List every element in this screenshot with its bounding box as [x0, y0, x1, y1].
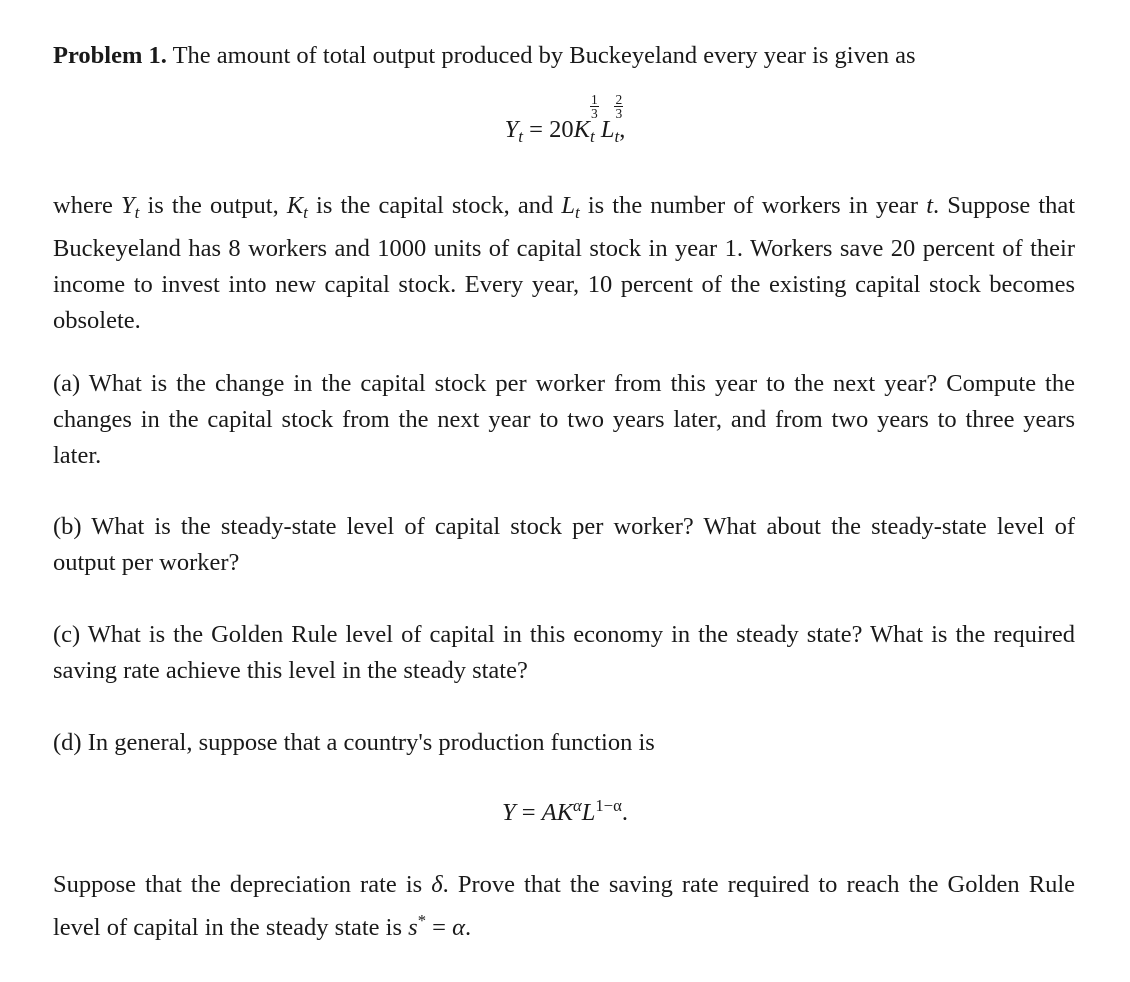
eq2-l: L [581, 799, 596, 827]
eq1-y-sub: t [518, 127, 524, 147]
eq2-k-exp: α [573, 796, 582, 815]
where-rest-text: . Suppose that Buckeyeland has 8 workers and 1000 units of capital stock in year 1. Workers save 20 percent of their income to invest into new capital stock. Every year, 10 percent of the existing capital stock becomes obsolete. [53, 192, 1076, 335]
where-y: Y [120, 192, 135, 219]
eq2-equals: = [521, 799, 536, 827]
part-d-s-star: * [417, 911, 427, 930]
part-d-s: s [408, 914, 418, 942]
part-d-alpha: α [452, 914, 465, 942]
eq1-equals: = [529, 116, 543, 143]
eq1-l-sub: t [614, 127, 620, 147]
problem-intro-text: The amount of total output produced by Buckeyeland every year is given as [172, 42, 916, 69]
problem-label: Problem 1. [53, 42, 167, 69]
part-d-equals: = [432, 914, 446, 942]
part-d-text-1: Suppose that the depreciation rate is [53, 871, 423, 898]
where-t: t [926, 192, 933, 219]
where-l: L [561, 192, 575, 219]
where-workers-text: is the number of workers in year [587, 192, 919, 219]
eq1-comma: , [619, 116, 626, 143]
where-l-sub: t [574, 203, 580, 223]
part-d-delta: δ [431, 871, 443, 898]
where-y-sub: t [134, 203, 140, 223]
eq2-l-exp: 1−α [595, 796, 622, 815]
part-d-intro: (d) In general, suppose that a country's production function is [53, 729, 655, 756]
eq1-k-scripts [589, 91, 598, 147]
eq1-k-exp-num: 1 [590, 91, 598, 107]
where-k: K [286, 192, 304, 219]
part-d-statement [53, 867, 1075, 946]
eq1-coef: 20 [549, 116, 574, 143]
part-a: (a) What is the change in the capital stock per worker from this year to the next year? Compute the changes in the capital stock from the next year to two years later, and from two years to three years later. [53, 370, 1075, 469]
eq1-l-scripts [614, 91, 623, 147]
eq1-l-exp-den: 3 [615, 106, 623, 122]
part-b: (b) What is the steady-state level of capital stock per worker? What about the steady-state level of output per worker? [53, 513, 1075, 576]
eq1-k-sub: t [589, 127, 595, 147]
where-output-text: is the output, [147, 192, 279, 219]
part-d-period: . [464, 914, 472, 942]
where-k-sub: t [303, 203, 308, 223]
eq2-y: Y [502, 799, 516, 827]
eq1-l: L [600, 116, 615, 143]
definitions-paragraph [53, 188, 1075, 339]
production-equation [0, 91, 1130, 147]
eq2-a: A [541, 799, 557, 827]
eq2-k: K [556, 799, 574, 827]
eq1-l-exp-num: 2 [615, 91, 623, 107]
where-capital-text: is the capital stock, and [316, 192, 554, 219]
part-d-text-2: . Prove that the saving rate required to reach the Golden Rule level of capital in the steady state is [53, 871, 1076, 942]
eq1-k-exponent [590, 93, 599, 121]
eq1-l-exponent [614, 93, 623, 121]
eq1-k: K [573, 116, 590, 143]
eq1-y: Y [504, 116, 519, 143]
general-production-equation [0, 796, 1130, 827]
problem-intro [53, 38, 1075, 74]
eq1-k-exp-den: 3 [590, 106, 598, 122]
part-c: (c) What is the Golden Rule level of capital in this economy in the steady state? What is the required saving rate achieve this level in the steady state? [53, 621, 1075, 684]
eq2-period: . [621, 799, 628, 827]
where-word: where [53, 192, 113, 219]
